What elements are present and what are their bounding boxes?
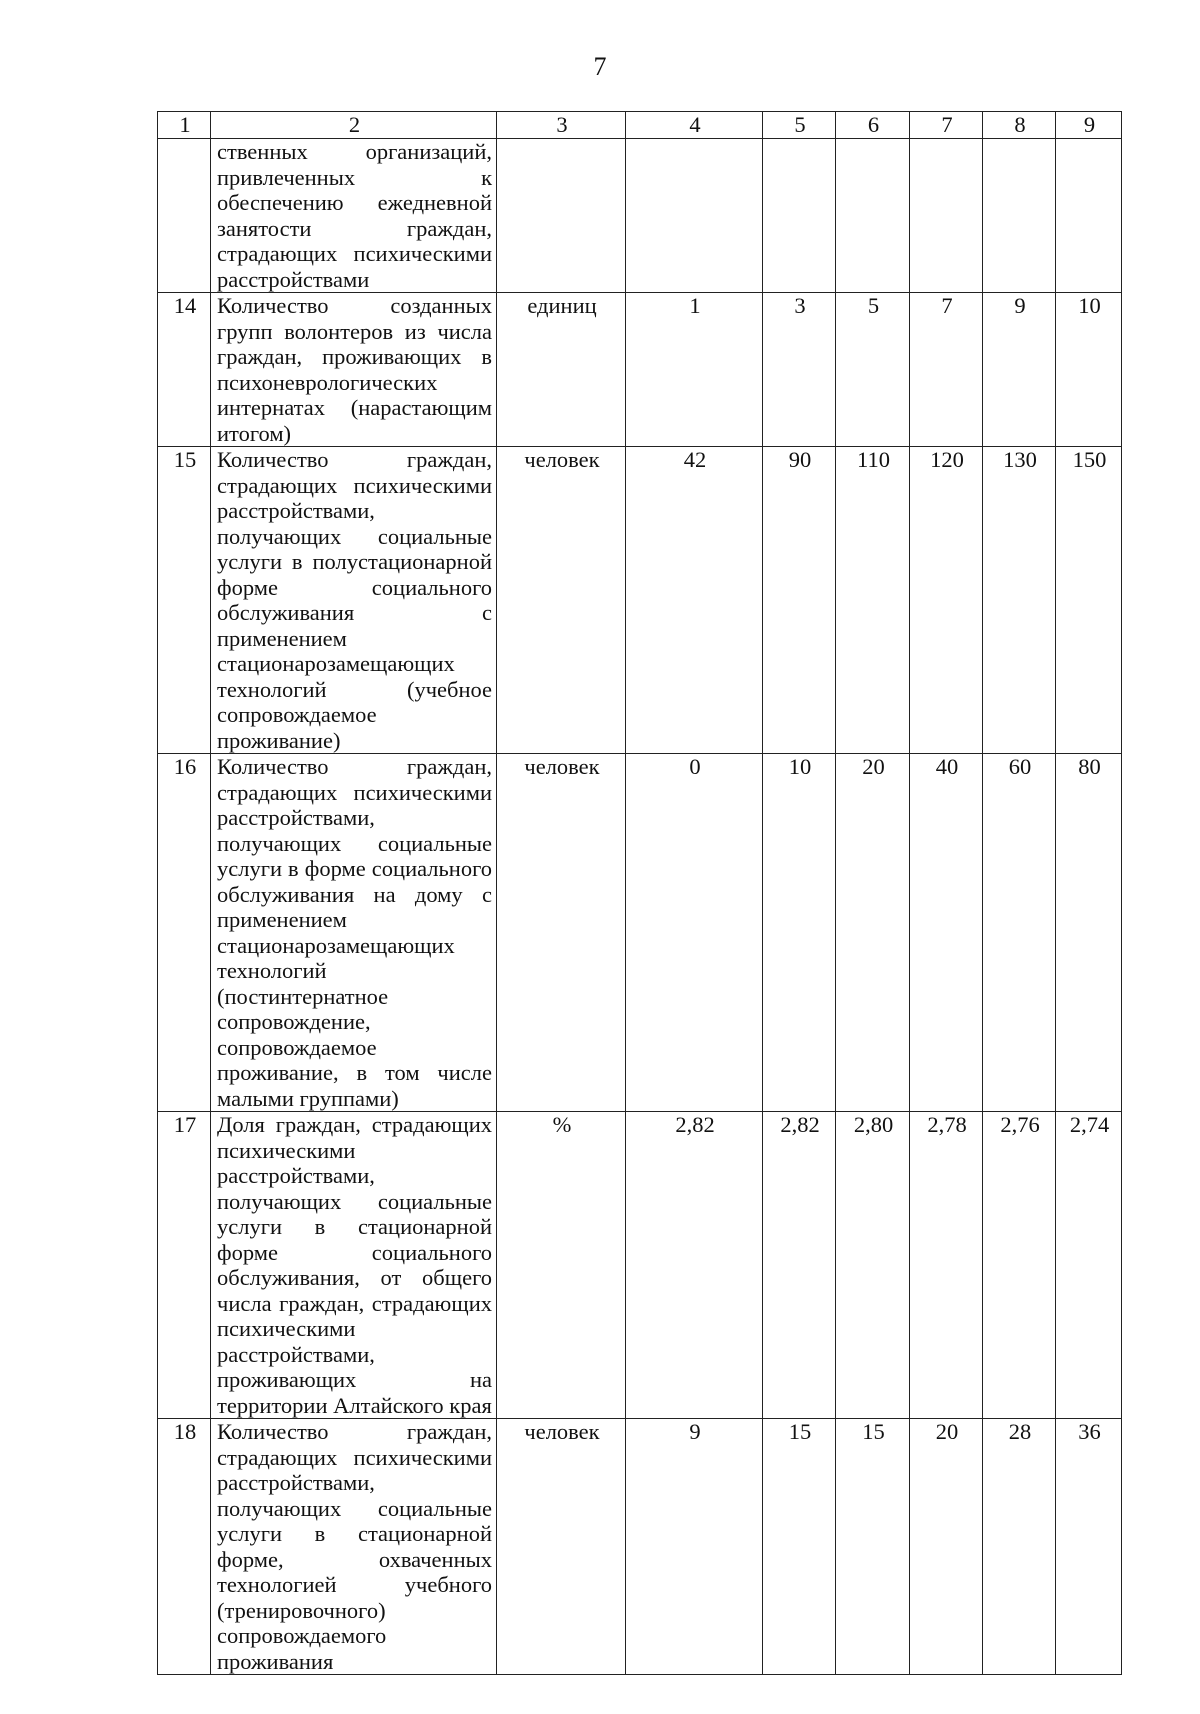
row-number: 15 [158,447,211,754]
value-cell: 90 [763,447,836,754]
value-cell: 3 [763,293,836,447]
value-cell: 36 [1056,1419,1122,1675]
value-cell: 2,82 [626,1112,763,1419]
table-row [158,293,1122,447]
value-cell [910,139,983,293]
indicators-table [157,111,1122,1675]
unit-cell: человек [497,754,626,1112]
value-cell: 42 [626,447,763,754]
value-cell: 110 [836,447,910,754]
row-number: 14 [158,293,211,447]
value-cell: 2,80 [836,1112,910,1419]
unit-cell: единиц [497,293,626,447]
value-cell [763,139,836,293]
indicator-name: Количество созданных групп волонтеров из числа граждан, проживающих в психоневрологических интернатах (нарастающим итогом) [211,293,497,447]
value-cell [626,139,763,293]
value-cell: 150 [1056,447,1122,754]
indicator-name: Доля граждан, страдающих психическими расстройствами, получающих социальные услуги в стационарной форме социального обслуживания, от общего числа граждан, страдающих психическими расстройствами, проживающих на территории Алтайского края [211,1112,497,1419]
value-cell: 9 [983,293,1056,447]
value-cell: 20 [836,754,910,1112]
value-cell: 28 [983,1419,1056,1675]
value-cell: 15 [763,1419,836,1675]
value-cell: 40 [910,754,983,1112]
column-header: 1 [158,112,211,139]
column-header: 7 [910,112,983,139]
unit-cell: человек [497,1419,626,1675]
column-header: 2 [211,112,497,139]
value-cell: 2,78 [910,1112,983,1419]
page-number: 7 [593,52,607,81]
row-number: 16 [158,754,211,1112]
table-header-row [158,112,1122,139]
value-cell: 7 [910,293,983,447]
column-header: 3 [497,112,626,139]
value-cell: 2,82 [763,1112,836,1419]
column-header: 6 [836,112,910,139]
value-cell: 130 [983,447,1056,754]
unit-cell: человек [497,447,626,754]
value-cell: 1 [626,293,763,447]
column-header: 9 [1056,112,1122,139]
row-number: 17 [158,1112,211,1419]
value-cell: 5 [836,293,910,447]
value-cell [1056,139,1122,293]
value-cell: 10 [1056,293,1122,447]
table-row [158,1419,1122,1675]
indicator-name: Количество граждан, страдающих психическими расстройствами, получающих социальные услуги в стационарной форме, охваченных технологией учебного (тренировочного) сопровождаемого проживания [211,1419,497,1675]
column-header: 4 [626,112,763,139]
value-cell: 9 [626,1419,763,1675]
value-cell: 10 [763,754,836,1112]
value-cell [836,139,910,293]
row-number: 18 [158,1419,211,1675]
indicator-name: ственных организаций, привлеченных к обеспечению ежедневной занятости граждан, страдающих психическими расстройствами [211,139,497,293]
table-row [158,1112,1122,1419]
row-number [158,139,211,293]
unit-cell: % [497,1112,626,1419]
value-cell: 2,76 [983,1112,1056,1419]
table-row [158,754,1122,1112]
column-header: 5 [763,112,836,139]
indicator-name: Количество граждан, страдающих психическими расстройствами, получающих социальные услуги в полустационарной форме социального обслуживания с применением стационарозамещающих технологий (учебное сопровождаемое проживание) [211,447,497,754]
value-cell: 80 [1056,754,1122,1112]
unit-cell [497,139,626,293]
indicator-name: Количество граждан, страдающих психическими расстройствами, получающих социальные услуги в форме социального обслуживания на дому с применением стационарозамещающих технологий (постинтернатное сопровождение, сопровождаемое проживание, в том числе малыми группами) [211,754,497,1112]
value-cell [983,139,1056,293]
value-cell: 20 [910,1419,983,1675]
table-row [158,139,1122,293]
value-cell: 2,74 [1056,1112,1122,1419]
column-header: 8 [983,112,1056,139]
value-cell: 15 [836,1419,910,1675]
value-cell: 0 [626,754,763,1112]
table-row [158,447,1122,754]
value-cell: 60 [983,754,1056,1112]
value-cell: 120 [910,447,983,754]
